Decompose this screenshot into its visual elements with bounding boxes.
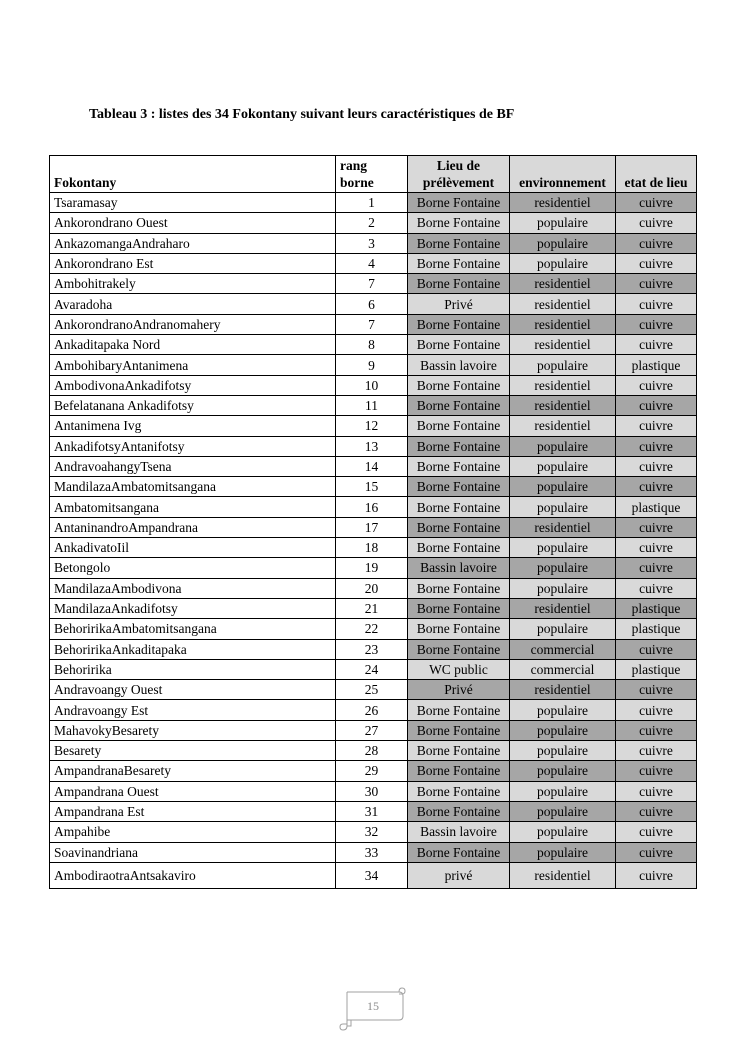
table-row [50, 335, 697, 355]
cell-etat-de-lieu: plastique [616, 497, 697, 517]
cell-etat-de-lieu: plastique [616, 598, 697, 618]
cell-fokontany: Besarety [50, 741, 336, 761]
header-lieu-prelevement: Lieu de prélèvement [408, 156, 510, 193]
cell-rang-borne: 27 [336, 720, 408, 740]
cell-etat-de-lieu: cuivre [616, 517, 697, 537]
table-row [50, 497, 697, 517]
page-footer [339, 986, 407, 1032]
table-row [50, 842, 697, 862]
cell-environnement: populaire [510, 741, 616, 761]
cell-fokontany: Soavinandriana [50, 842, 336, 862]
table-row [50, 822, 697, 842]
cell-environnement: commercial [510, 659, 616, 679]
cell-rang-borne: 28 [336, 741, 408, 761]
cell-lieu-prelevement: Borne Fontaine [408, 456, 510, 476]
cell-rang-borne: 31 [336, 801, 408, 821]
cell-rang-borne: 11 [336, 395, 408, 415]
cell-lieu-prelevement: Borne Fontaine [408, 761, 510, 781]
cell-environnement: residentiel [510, 416, 616, 436]
cell-fokontany: Avaradoha [50, 294, 336, 314]
cell-lieu-prelevement: Borne Fontaine [408, 335, 510, 355]
cell-etat-de-lieu: cuivre [616, 680, 697, 700]
cell-rang-borne: 25 [336, 680, 408, 700]
table-row [50, 436, 697, 456]
header-etat-de-lieu: etat de lieu [616, 156, 697, 193]
fokontany-table [49, 155, 697, 889]
cell-rang-borne: 7 [336, 274, 408, 294]
cell-rang-borne: 19 [336, 558, 408, 578]
cell-lieu-prelevement: privé [408, 862, 510, 888]
table-row [50, 314, 697, 334]
cell-rang-borne: 32 [336, 822, 408, 842]
cell-etat-de-lieu: cuivre [616, 335, 697, 355]
table-row [50, 395, 697, 415]
cell-fokontany: AntaninandroAmpandrana [50, 517, 336, 537]
cell-fokontany: Tsaramasay [50, 193, 336, 213]
cell-lieu-prelevement: Borne Fontaine [408, 193, 510, 213]
table-row [50, 558, 697, 578]
cell-rang-borne: 33 [336, 842, 408, 862]
cell-etat-de-lieu: cuivre [616, 862, 697, 888]
cell-lieu-prelevement: Bassin lavoire [408, 558, 510, 578]
cell-rang-borne: 34 [336, 862, 408, 888]
cell-rang-borne: 10 [336, 375, 408, 395]
header-rang-borne: rang borne [336, 156, 408, 193]
cell-fokontany: MandilazaAnkadifotsy [50, 598, 336, 618]
table-row [50, 456, 697, 476]
cell-environnement: residentiel [510, 294, 616, 314]
cell-environnement: populaire [510, 801, 616, 821]
cell-environnement: residentiel [510, 193, 616, 213]
cell-etat-de-lieu: cuivre [616, 193, 697, 213]
cell-rang-borne: 3 [336, 233, 408, 253]
cell-environnement: residentiel [510, 395, 616, 415]
table-row [50, 619, 697, 639]
cell-lieu-prelevement: Borne Fontaine [408, 720, 510, 740]
table-row [50, 253, 697, 273]
cell-lieu-prelevement: Borne Fontaine [408, 274, 510, 294]
table-row [50, 355, 697, 375]
cell-environnement: populaire [510, 822, 616, 842]
cell-fokontany: Ampahibe [50, 822, 336, 842]
cell-lieu-prelevement: Borne Fontaine [408, 233, 510, 253]
table-row [50, 233, 697, 253]
cell-lieu-prelevement: Privé [408, 294, 510, 314]
cell-lieu-prelevement: Borne Fontaine [408, 578, 510, 598]
cell-fokontany: AmbodiraotraAntsakaviro [50, 862, 336, 888]
table-row [50, 538, 697, 558]
cell-rang-borne: 2 [336, 213, 408, 233]
table-header-row [50, 156, 697, 193]
cell-etat-de-lieu: cuivre [616, 842, 697, 862]
cell-fokontany: AmbodivonaAnkadifotsy [50, 375, 336, 395]
cell-rang-borne: 4 [336, 253, 408, 273]
cell-fokontany: Ambatomitsangana [50, 497, 336, 517]
cell-rang-borne: 18 [336, 538, 408, 558]
cell-environnement: populaire [510, 253, 616, 273]
cell-environnement: populaire [510, 213, 616, 233]
header-environnement: environnement [510, 156, 616, 193]
table-row [50, 274, 697, 294]
cell-lieu-prelevement: Borne Fontaine [408, 375, 510, 395]
cell-etat-de-lieu: cuivre [616, 314, 697, 334]
cell-environnement: populaire [510, 558, 616, 578]
cell-lieu-prelevement: Borne Fontaine [408, 497, 510, 517]
table-row [50, 639, 697, 659]
cell-lieu-prelevement: Borne Fontaine [408, 538, 510, 558]
cell-rang-borne: 23 [336, 639, 408, 659]
cell-etat-de-lieu: cuivre [616, 253, 697, 273]
cell-lieu-prelevement: Borne Fontaine [408, 477, 510, 497]
cell-rang-borne: 30 [336, 781, 408, 801]
cell-lieu-prelevement: Borne Fontaine [408, 253, 510, 273]
cell-environnement: residentiel [510, 335, 616, 355]
cell-fokontany: AnkorondranoAndranomahery [50, 314, 336, 334]
cell-environnement: residentiel [510, 862, 616, 888]
cell-etat-de-lieu: cuivre [616, 538, 697, 558]
table-row [50, 862, 697, 888]
cell-etat-de-lieu: cuivre [616, 639, 697, 659]
cell-fokontany: Ambohitrakely [50, 274, 336, 294]
table-row [50, 700, 697, 720]
cell-etat-de-lieu: cuivre [616, 822, 697, 842]
cell-environnement: residentiel [510, 680, 616, 700]
table-row [50, 213, 697, 233]
cell-rang-borne: 22 [336, 619, 408, 639]
table-row [50, 294, 697, 314]
cell-etat-de-lieu: cuivre [616, 395, 697, 415]
cell-fokontany: Befelatanana Ankadifotsy [50, 395, 336, 415]
cell-fokontany: Ampandrana Est [50, 801, 336, 821]
cell-environnement: populaire [510, 355, 616, 375]
cell-fokontany: Andravoangy Ouest [50, 680, 336, 700]
cell-fokontany: AnkadifotsyAntanifotsy [50, 436, 336, 456]
cell-etat-de-lieu: cuivre [616, 436, 697, 456]
cell-rang-borne: 14 [336, 456, 408, 476]
cell-environnement: populaire [510, 619, 616, 639]
cell-environnement: populaire [510, 578, 616, 598]
cell-fokontany: AmbohibaryAntanimena [50, 355, 336, 375]
cell-environnement: populaire [510, 842, 616, 862]
cell-rang-borne: 20 [336, 578, 408, 598]
cell-etat-de-lieu: plastique [616, 355, 697, 375]
cell-environnement: residentiel [510, 517, 616, 537]
table-row [50, 659, 697, 679]
cell-lieu-prelevement: Borne Fontaine [408, 639, 510, 659]
cell-rang-borne: 1 [336, 193, 408, 213]
cell-etat-de-lieu: cuivre [616, 456, 697, 476]
cell-etat-de-lieu: cuivre [616, 294, 697, 314]
cell-lieu-prelevement: Borne Fontaine [408, 700, 510, 720]
header-fokontany: Fokontany [50, 156, 336, 193]
cell-rang-borne: 7 [336, 314, 408, 334]
cell-environnement: populaire [510, 761, 616, 781]
cell-fokontany: Betongolo [50, 558, 336, 578]
cell-environnement: residentiel [510, 375, 616, 395]
cell-fokontany: MandilazaAmbatomitsangana [50, 477, 336, 497]
table-row [50, 801, 697, 821]
cell-etat-de-lieu: cuivre [616, 233, 697, 253]
cell-lieu-prelevement: Borne Fontaine [408, 314, 510, 334]
cell-rang-borne: 29 [336, 761, 408, 781]
cell-etat-de-lieu: cuivre [616, 375, 697, 395]
table-row [50, 598, 697, 618]
table-row [50, 720, 697, 740]
cell-environnement: residentiel [510, 314, 616, 334]
cell-fokontany: MandilazaAmbodivona [50, 578, 336, 598]
cell-rang-borne: 9 [336, 355, 408, 375]
table-row [50, 781, 697, 801]
cell-lieu-prelevement: Borne Fontaine [408, 395, 510, 415]
page-number: 15 [367, 999, 379, 1013]
cell-environnement: populaire [510, 781, 616, 801]
cell-environnement: populaire [510, 233, 616, 253]
table-row [50, 761, 697, 781]
cell-lieu-prelevement: Borne Fontaine [408, 842, 510, 862]
cell-fokontany: MahavokyBesarety [50, 720, 336, 740]
cell-environnement: populaire [510, 720, 616, 740]
cell-rang-borne: 13 [336, 436, 408, 456]
cell-rang-borne: 16 [336, 497, 408, 517]
cell-etat-de-lieu: cuivre [616, 781, 697, 801]
table-caption: Tableau 3 : listes des 34 Fokontany suivant leurs caractéristiques de BF [89, 107, 515, 122]
cell-rang-borne: 12 [336, 416, 408, 436]
table-row [50, 193, 697, 213]
cell-fokontany: AndravoahangyTsena [50, 456, 336, 476]
cell-fokontany: Ampandrana Ouest [50, 781, 336, 801]
cell-environnement: populaire [510, 477, 616, 497]
table-body [50, 193, 697, 889]
cell-lieu-prelevement: Borne Fontaine [408, 517, 510, 537]
cell-rang-borne: 17 [336, 517, 408, 537]
table-row [50, 477, 697, 497]
cell-lieu-prelevement: Borne Fontaine [408, 416, 510, 436]
cell-rang-borne: 24 [336, 659, 408, 679]
table-row [50, 416, 697, 436]
cell-lieu-prelevement: Borne Fontaine [408, 213, 510, 233]
cell-fokontany: Ankaditapaka Nord [50, 335, 336, 355]
cell-etat-de-lieu: cuivre [616, 761, 697, 781]
cell-lieu-prelevement: Borne Fontaine [408, 781, 510, 801]
cell-lieu-prelevement: Privé [408, 680, 510, 700]
table-row [50, 680, 697, 700]
cell-fokontany: BehoririkaAnkaditapaka [50, 639, 336, 659]
cell-etat-de-lieu: cuivre [616, 477, 697, 497]
cell-fokontany: Antanimena Ivg [50, 416, 336, 436]
cell-lieu-prelevement: Borne Fontaine [408, 436, 510, 456]
cell-fokontany: Ankorondrano Est [50, 253, 336, 273]
cell-etat-de-lieu: cuivre [616, 578, 697, 598]
cell-lieu-prelevement: Borne Fontaine [408, 598, 510, 618]
cell-lieu-prelevement: Borne Fontaine [408, 801, 510, 821]
cell-environnement: populaire [510, 538, 616, 558]
cell-rang-borne: 21 [336, 598, 408, 618]
cell-etat-de-lieu: cuivre [616, 700, 697, 720]
cell-rang-borne: 26 [336, 700, 408, 720]
cell-fokontany: AnkazomangaAndraharo [50, 233, 336, 253]
cell-environnement: residentiel [510, 274, 616, 294]
cell-etat-de-lieu: plastique [616, 619, 697, 639]
table-row [50, 578, 697, 598]
cell-lieu-prelevement: Borne Fontaine [408, 619, 510, 639]
cell-environnement: populaire [510, 700, 616, 720]
cell-etat-de-lieu: cuivre [616, 801, 697, 821]
cell-lieu-prelevement: WC public [408, 659, 510, 679]
cell-etat-de-lieu: cuivre [616, 558, 697, 578]
cell-environnement: populaire [510, 497, 616, 517]
cell-environnement: populaire [510, 456, 616, 476]
cell-fokontany: Ankorondrano Ouest [50, 213, 336, 233]
cell-fokontany: BehoririkaAmbatomitsangana [50, 619, 336, 639]
cell-lieu-prelevement: Borne Fontaine [408, 741, 510, 761]
cell-etat-de-lieu: cuivre [616, 213, 697, 233]
cell-environnement: residentiel [510, 598, 616, 618]
cell-fokontany: Behoririka [50, 659, 336, 679]
cell-etat-de-lieu: cuivre [616, 741, 697, 761]
cell-rang-borne: 6 [336, 294, 408, 314]
cell-lieu-prelevement: Bassin lavoire [408, 355, 510, 375]
cell-etat-de-lieu: plastique [616, 659, 697, 679]
table-row [50, 741, 697, 761]
cell-environnement: populaire [510, 436, 616, 456]
cell-etat-de-lieu: cuivre [616, 720, 697, 740]
cell-lieu-prelevement: Bassin lavoire [408, 822, 510, 842]
cell-etat-de-lieu: cuivre [616, 416, 697, 436]
table-row [50, 517, 697, 537]
cell-fokontany: Andravoangy Est [50, 700, 336, 720]
cell-etat-de-lieu: cuivre [616, 274, 697, 294]
table-row [50, 375, 697, 395]
cell-rang-borne: 8 [336, 335, 408, 355]
cell-rang-borne: 15 [336, 477, 408, 497]
cell-environnement: commercial [510, 639, 616, 659]
cell-fokontany: AmpandranaBesarety [50, 761, 336, 781]
cell-fokontany: AnkadivatoIil [50, 538, 336, 558]
